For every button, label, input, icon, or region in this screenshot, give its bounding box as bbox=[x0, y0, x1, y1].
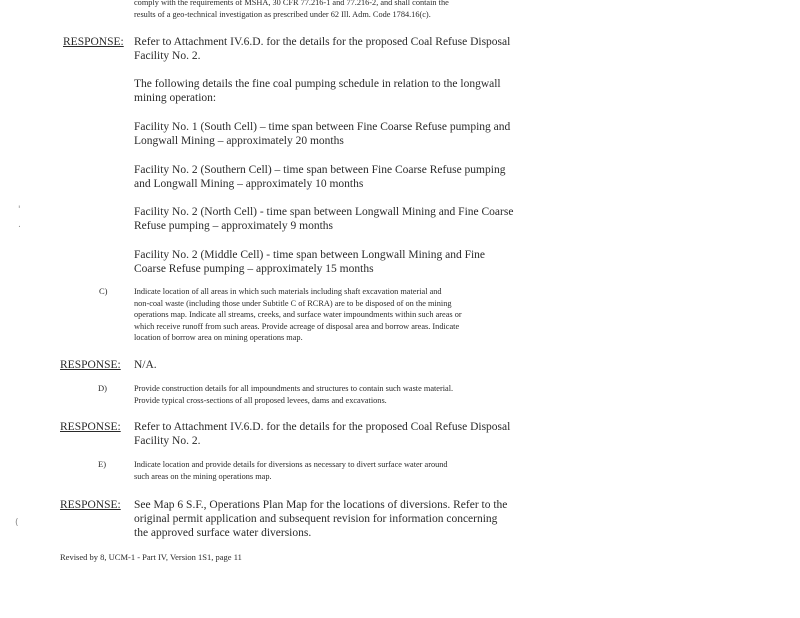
response-text-line: original permit application and subsequent revision for information concerning bbox=[134, 513, 498, 525]
response-label: RESPONSE: bbox=[60, 421, 121, 433]
requirement-text-line: Provide typical cross-sections of all proposed levees, dams and excavations. bbox=[134, 395, 387, 405]
top-text-line-1: comply with the requirements of MSHA, 30 CFR 77.216-1 and 77.216-2, and shall contain the bbox=[134, 0, 449, 7]
facility-schedule-line: Facility No. 1 (South Cell) – time span between Fine Coarse Refuse pumping and bbox=[134, 121, 511, 133]
requirement-text-line: non-coal waste (including those under Subtitle C of RCRA) are to be disposed of on the mining bbox=[134, 298, 452, 308]
facility-schedule-line: Facility No. 2 (Southern Cell) – time span between Fine Coarse Refuse pumping bbox=[134, 164, 506, 176]
facility-schedule-line: Coarse Refuse pumping – approximately 15 months bbox=[134, 263, 374, 275]
schedule-intro-line: The following details the fine coal pumping schedule in relation to the longwall bbox=[134, 78, 501, 90]
response-label: RESPONSE: bbox=[60, 359, 121, 371]
scan-mark: . bbox=[18, 220, 21, 230]
response-text-line: Facility No. 2. bbox=[134, 50, 201, 62]
response-text-line: See Map 6 S.F., Operations Plan Map for the locations of diversions. Refer to the bbox=[134, 499, 508, 511]
requirement-text-line: Indicate location of all areas in which such materials including shaft excavation material and bbox=[134, 287, 442, 296]
response-label: RESPONSE: bbox=[60, 499, 121, 511]
response-text-line: Refer to Attachment IV.6.D. for the details for the proposed Coal Refuse Disposal bbox=[134, 421, 511, 433]
facility-schedule-line: Facility No. 2 (Middle Cell) - time span between Longwall Mining and Fine bbox=[134, 249, 486, 261]
facility-schedule-line: and Longwall Mining – approximately 10 months bbox=[134, 178, 364, 190]
response-text-line: the approved surface water diversions. bbox=[134, 527, 312, 539]
top-text-line-2: results of a geo-technical investigation as prescribed under 62 Ill. Adm. Code 1784.16(c). bbox=[134, 9, 431, 19]
item-label-e: E) bbox=[98, 459, 107, 469]
facility-schedule-line: Refuse pumping – approximately 9 months bbox=[134, 220, 333, 232]
requirement-text-line: operations map. Indicate all streams, creeks, and surface water impoundments within such areas or bbox=[134, 310, 462, 319]
requirement-text-line: which receive runoff from such areas. Provide acreage of disposal area and borrow areas. Indicate bbox=[134, 321, 460, 331]
scan-mark: ' bbox=[18, 205, 21, 215]
page-footer: Revised by 8, UCM-1 - Part IV, Version 1S1, page 11 bbox=[60, 552, 242, 562]
requirement-text-line: Indicate location and provide details for diversions as necessary to divert surface water around bbox=[134, 460, 448, 469]
requirement-text-line: such areas on the mining operations map. bbox=[134, 471, 272, 481]
response-text-line: N/A. bbox=[134, 359, 157, 371]
response-text-line: Facility No. 2. bbox=[134, 435, 201, 447]
facility-schedule-line: Longwall Mining – approximately 20 months bbox=[134, 135, 344, 147]
response-text-line: Refer to Attachment IV.6.D. for the details for the proposed Coal Refuse Disposal bbox=[134, 36, 511, 48]
requirement-text-line: location of borrow area on mining operations map. bbox=[134, 333, 303, 342]
schedule-intro-line: mining operation: bbox=[134, 92, 217, 104]
response-label: RESPONSE: bbox=[63, 36, 124, 48]
requirement-text-line: Provide construction details for all impoundments and structures to contain such waste material. bbox=[134, 384, 454, 393]
facility-schedule-line: Facility No. 2 (North Cell) - time span between Longwall Mining and Fine Coarse bbox=[134, 206, 514, 218]
scan-mark: ( bbox=[15, 518, 19, 528]
item-label-c: C) bbox=[99, 286, 108, 296]
item-label-d: D) bbox=[98, 383, 107, 393]
